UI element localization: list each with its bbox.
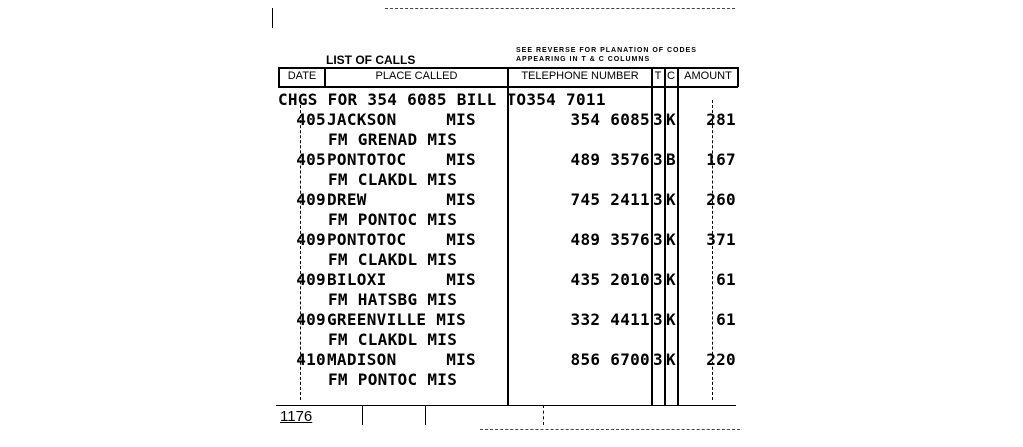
call-c: K <box>666 310 676 329</box>
call-t: 3 <box>653 270 663 289</box>
call-date: 409 <box>296 310 326 329</box>
header-telephone: TELEPHONE NUMBER <box>521 70 639 82</box>
call-amount: 61 <box>716 270 736 289</box>
call-place: PONTOTOC MIS <box>327 230 476 249</box>
call-t: 3 <box>653 310 663 329</box>
header-c: C <box>667 70 675 82</box>
header-place: PLACE CALLED <box>375 70 458 82</box>
call-number: 856 6700 <box>570 350 650 369</box>
bottom-edge-dashes <box>480 429 740 430</box>
stray-mark <box>272 8 273 28</box>
footer-code: 1176 <box>280 408 313 425</box>
call-number: 354 6085 <box>570 110 650 129</box>
top-edge-dashes <box>385 8 735 9</box>
reverse-note-line1: SEE REVERSE FOR PLANATION OF CODES <box>516 47 697 54</box>
header-amount: AMOUNT <box>684 70 732 82</box>
call-from: FM CLAKDL MIS <box>328 170 458 189</box>
call-date: 409 <box>296 190 326 209</box>
call-place: GREENVILLE MIS <box>327 310 467 329</box>
call-c: K <box>666 190 676 209</box>
call-place: PONTOTOC MIS <box>327 150 476 169</box>
call-c: B <box>666 150 676 169</box>
call-date: 409 <box>296 230 326 249</box>
call-number: 745 2411 <box>570 190 650 209</box>
footer-divider-1 <box>362 405 363 425</box>
call-t: 3 <box>653 150 663 169</box>
footer-rule <box>276 405 736 406</box>
call-amount: 260 <box>706 190 736 209</box>
call-date: 405 <box>296 110 326 129</box>
call-number: 489 3576 <box>570 230 650 249</box>
call-date: 405 <box>296 150 326 169</box>
charges-line: CHGS FOR 354 6085 BILL TO354 7011 <box>278 90 606 109</box>
call-t: 3 <box>653 110 663 129</box>
call-amount: 61 <box>716 310 736 329</box>
call-number: 332 4411 <box>570 310 650 329</box>
call-from: FM PONTOC MIS <box>328 370 458 389</box>
form-title: LIST OF CALLS <box>326 53 416 67</box>
call-place: DREW MIS <box>327 190 476 209</box>
reverse-note-line2: APPEARING IN T & C COLUMNS <box>516 56 651 63</box>
call-t: 3 <box>653 350 663 369</box>
call-amount: 167 <box>706 150 736 169</box>
call-from: FM CLAKDL MIS <box>328 250 458 269</box>
call-c: K <box>666 350 676 369</box>
call-date: 409 <box>296 270 326 289</box>
call-from: FM PONTOC MIS <box>328 210 458 229</box>
call-number: 489 3576 <box>570 150 650 169</box>
footer-divider-dash <box>543 405 544 425</box>
call-place: MADISON MIS <box>327 350 476 369</box>
call-amount: 220 <box>706 350 736 369</box>
col-rule-place <box>507 67 509 406</box>
call-from: FM HATSBG MIS <box>328 290 458 309</box>
call-place: JACKSON MIS <box>327 110 476 129</box>
call-t: 3 <box>653 190 663 209</box>
call-t: 3 <box>653 230 663 249</box>
header-date: DATE <box>287 70 317 82</box>
header-t: T <box>654 70 662 82</box>
call-place: BILOXI MIS <box>327 270 476 289</box>
call-amount: 371 <box>706 230 736 249</box>
call-c: K <box>666 230 676 249</box>
call-date: 410 <box>296 350 326 369</box>
call-c: K <box>666 270 676 289</box>
call-from: FM GRENAD MIS <box>328 130 458 149</box>
call-amount: 281 <box>706 110 736 129</box>
footer-divider-2 <box>425 405 426 425</box>
call-from: FM CLAKDL MIS <box>328 330 458 349</box>
call-number: 435 2010 <box>570 270 650 289</box>
call-c: K <box>666 110 676 129</box>
col-rule-c <box>677 67 679 406</box>
